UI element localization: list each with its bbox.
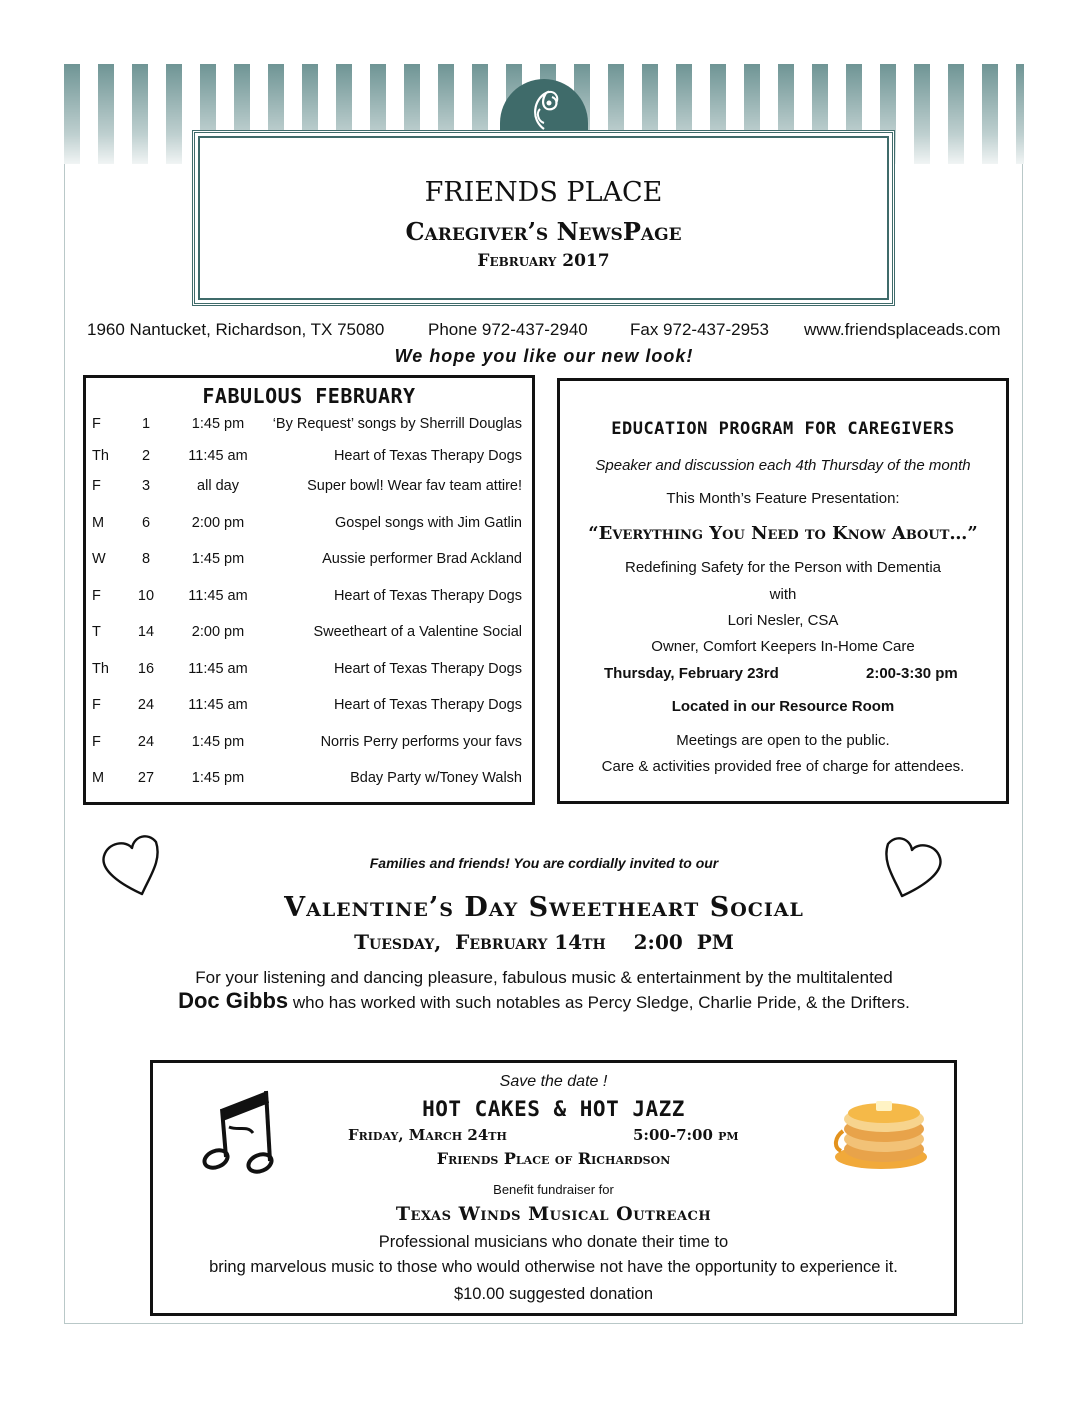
event-description: Norris Perry performs your favs [320, 734, 522, 750]
event-row [86, 624, 532, 644]
pancake-stack-icon [829, 1091, 933, 1175]
event-venue: Friends Place of Richardson [436, 1149, 671, 1168]
event-time: all day [197, 478, 239, 494]
issue-date: February 2017 [477, 251, 610, 271]
performer-name: Doc Gibbs [178, 988, 289, 1013]
event-description: Super bowl! Wear fav team attire! [307, 478, 522, 494]
event-date: 16 [137, 661, 155, 677]
event-time: 2:00 pm [191, 624, 245, 640]
valentine-invite: Families and friends! You are cordially invited to our [369, 855, 719, 871]
event-description: Gospel songs with Jim Gatlin [335, 515, 522, 531]
event-day: M [92, 770, 105, 786]
event-day: F [92, 734, 101, 750]
event-date: 8 [141, 551, 151, 567]
event-description: ‘By Request’ songs by Sherrill Douglas [272, 416, 522, 432]
event-row [86, 661, 532, 681]
event-day: T [92, 624, 101, 640]
save-the-date: Save the date ! [499, 1073, 608, 1090]
program-note-care: Care & activities provided free of charge for attendees. [601, 758, 965, 775]
february-calendar-box [83, 375, 535, 805]
valentine-description: For your listening and dancing pleasure, fabulous music & entertainment by the multitalented [195, 968, 893, 987]
program-date: Thursday, February 23rd [604, 665, 779, 682]
event-time: 11:45 am [188, 588, 248, 604]
event-description: Heart of Texas Therapy Dogs [333, 697, 522, 713]
program-note-public: Meetings are open to the public. [676, 732, 890, 749]
feature-label: This Month’s Feature Presentation: [666, 490, 900, 507]
event-row [86, 478, 532, 498]
event-time: 1:45 pm [191, 416, 245, 432]
event-day: F [92, 697, 101, 713]
event-row [86, 588, 532, 608]
newsletter-title: Caregiver’s NewsPage [405, 217, 682, 246]
event-date: 27 [137, 770, 155, 786]
event-title: HOT CAKES & HOT JAZZ [422, 1097, 685, 1121]
event-row [86, 551, 532, 571]
event-time: 2:00 pm [191, 515, 245, 531]
event-description: Aussie performer Brad Ackland [322, 551, 522, 567]
contact-fax: Fax 972-437-2953 [630, 320, 769, 339]
event-date: 1 [141, 416, 151, 432]
education-title: EDUCATION PROGRAM FOR CAREGIVERS [611, 419, 955, 439]
event-date: 10 [137, 588, 155, 604]
event-day: W [92, 551, 106, 567]
education-schedule: Speaker and discussion each 4th Thursday of the month [595, 457, 971, 474]
program-time: 2:00-3:30 pm [866, 665, 958, 682]
event-day: Th [92, 448, 109, 464]
february-title: FABULOUS FEBRUARY [202, 384, 416, 408]
event-time: 5:00-7:00 pm [633, 1126, 739, 1144]
program-location: Located in our Resource Room [671, 698, 895, 715]
event-day: F [92, 416, 101, 432]
suggested-donation: $10.00 suggested donation [453, 1285, 654, 1303]
hot-jazz-box [150, 1060, 957, 1316]
org-description-1: Professional musicians who donate their time to [378, 1233, 729, 1251]
event-day: M [92, 515, 105, 531]
valentine-performer-line [0, 988, 1088, 1014]
benefit-label: Benefit fundraiser for [493, 1182, 614, 1197]
event-row [86, 416, 532, 436]
performer-credits: who has worked with such notables as Percy Sledge, Charlie Pride, & the Drifters. [288, 993, 910, 1012]
event-date: 14 [137, 624, 155, 640]
masthead-box [192, 130, 895, 306]
with-text: with [769, 586, 797, 603]
event-row [86, 734, 532, 754]
valentine-title: Valentine’s Day Sweetheart Social [284, 892, 804, 923]
event-row [86, 448, 532, 468]
event-description: Heart of Texas Therapy Dogs [333, 661, 522, 677]
event-time: 11:45 am [188, 697, 248, 713]
event-time: 11:45 am [188, 661, 248, 677]
presentation-topic: Redefining Safety for the Person with Dementia [624, 559, 941, 576]
beneficiary-org: Texas Winds Musical Outreach [395, 1203, 712, 1225]
event-date: Friday, March 24th [348, 1126, 507, 1144]
event-description: Heart of Texas Therapy Dogs [333, 588, 522, 604]
contact-phone: Phone 972-437-2940 [428, 320, 588, 339]
event-date: 24 [137, 697, 155, 713]
event-row [86, 697, 532, 717]
event-date: 6 [141, 515, 151, 531]
event-day: Th [92, 661, 109, 677]
speaker-role: Owner, Comfort Keepers In-Home Care [651, 638, 915, 655]
event-date: 24 [137, 734, 155, 750]
event-day: F [92, 478, 101, 494]
org-name: FRIENDS PLACE [424, 177, 663, 208]
event-time: 11:45 am [188, 448, 248, 464]
event-day: F [92, 588, 101, 604]
event-description: Heart of Texas Therapy Dogs [333, 448, 522, 464]
event-description: Sweetheart of a Valentine Social [313, 624, 522, 640]
valentine-when: Tuesday, February 14th 2:00 PM [354, 930, 734, 954]
event-date: 3 [141, 478, 151, 494]
event-row [86, 770, 532, 790]
event-time: 1:45 pm [191, 551, 245, 567]
feature-title: “Everything You Need to Know About…” [588, 523, 978, 544]
org-description-2: bring marvelous music to those who would otherwise not have the opportunity to experience it. [209, 1258, 898, 1276]
event-time: 1:45 pm [191, 770, 245, 786]
music-notes-icon [199, 1085, 281, 1177]
event-time: 1:45 pm [191, 734, 245, 750]
event-row [86, 515, 532, 535]
contact-website[interactable]: www.friendsplaceads.com [804, 320, 1001, 339]
event-description: Bday Party w/Toney Walsh [350, 770, 522, 786]
contact-address: 1960 Nantucket, Richardson, TX 75080 [87, 320, 385, 339]
event-date: 2 [141, 448, 151, 464]
tagline: We hope you like our new look! [394, 346, 694, 366]
education-program-box [557, 378, 1009, 804]
speaker-name: Lori Nesler, CSA [727, 612, 839, 629]
